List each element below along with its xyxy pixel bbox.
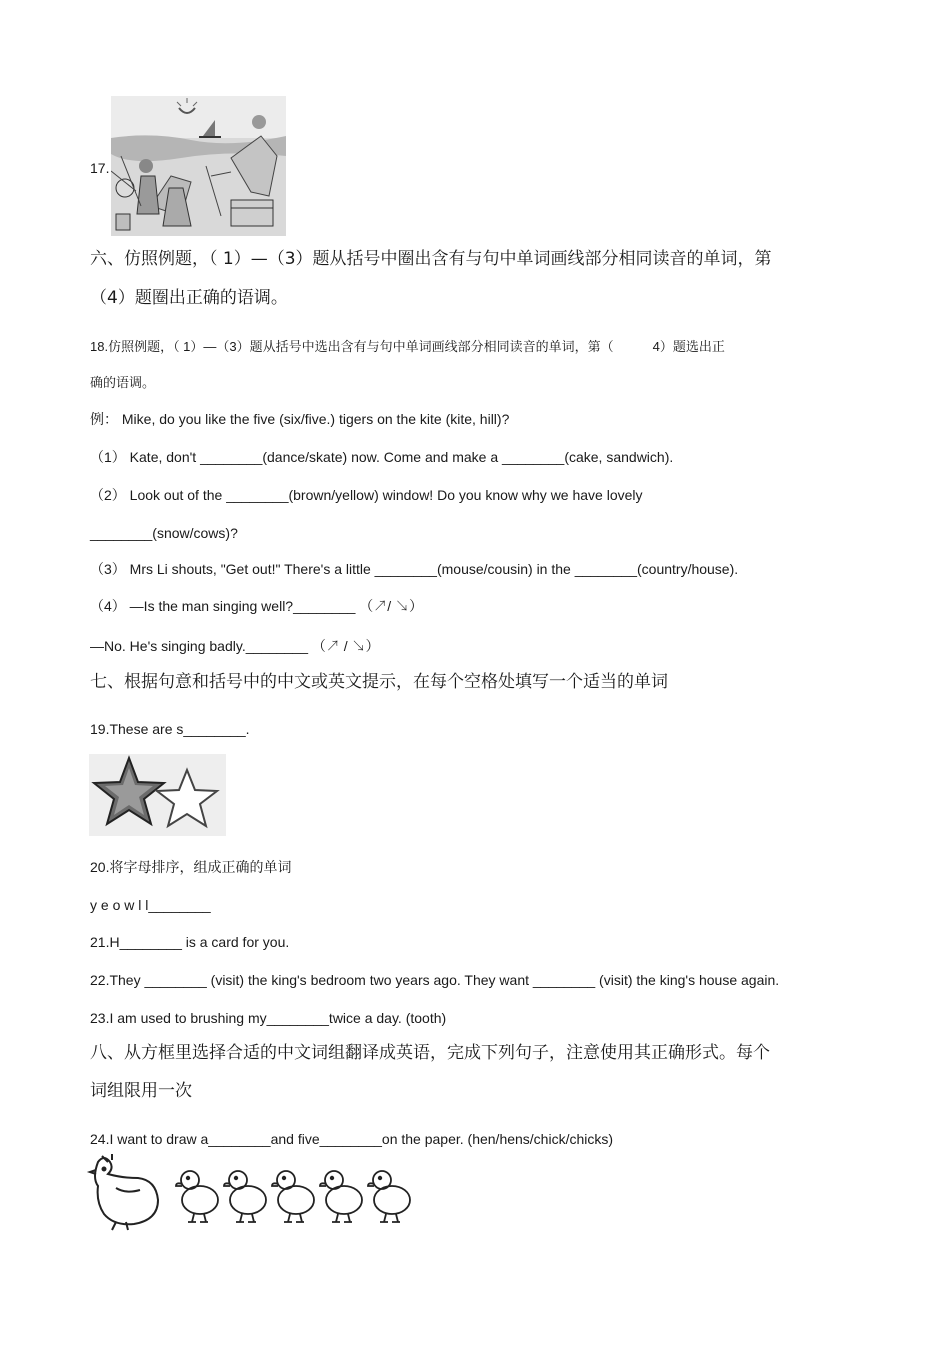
question-18-item-4-answer: —No. He's singing badly.________ （↗ / ↘） <box>90 638 380 654</box>
section-8-instruction-cont: 词组限用一次 <box>90 1081 192 1101</box>
hen-and-chicks-illustration <box>86 1152 422 1232</box>
question-17-number: 17. <box>90 160 110 176</box>
question-23: 23.I am used to brushing my________twice a day. (tooth) <box>90 1010 447 1026</box>
question-22: 22.They ________ (visit) the king's bedroom two years ago. They want ________ (visit) the king's house again. <box>90 972 780 988</box>
section-7-instruction: 七、根据句意和括号中的中文或英文提示，在每个空格处填写一个适当的单词 <box>90 672 668 692</box>
chick-drawing <box>176 1171 218 1222</box>
hen-drawing <box>90 1154 158 1230</box>
chick-drawing <box>224 1171 266 1222</box>
question-20-letters: y e o w l l________ <box>90 897 211 913</box>
question-18-item-2: （2） Look out of the ________(brown/yellow) window! Do you know why we have lovely <box>90 487 643 503</box>
beach-scene-illustration <box>111 96 286 236</box>
question-18-instruction: 18.仿照例题，（ 1）—（3）题从括号中选出含有与句中单词画线部分相同读音的单词，第（ 4）题选出正 <box>90 339 725 354</box>
question-18-item-4: （4） —Is the man singing well?________ （↗/ ↘） <box>90 598 424 614</box>
question-18-instruction-cont: 确的语调。 <box>90 375 156 390</box>
question-18-example: 例： Mike, do you like the five (six/five.) tigers on the kite (kite, hill)? <box>90 411 510 427</box>
section-6-instruction-cont: （4）题圈出正确的语调。 <box>90 288 288 308</box>
question-18-item-1: （1） Kate, don't ________(dance/skate) now. Come and make a ________(cake, sandwich). <box>90 449 674 465</box>
question-18-item-3: （3） Mrs Li shouts, "Get out!" There's a little ________(mouse/cousin) in the ________(country/house). <box>90 561 739 577</box>
chick-drawing <box>368 1171 410 1222</box>
chick-drawing <box>272 1171 314 1222</box>
section-6-instruction: 六、仿照例题，（ 1）—（3）题从括号中圈出含有与句中单词画线部分相同读音的单词，第 <box>90 249 772 269</box>
question-20: 20.将字母排序，组成正确的单词 <box>90 859 292 875</box>
section-8-instruction: 八、从方框里选择合适的中文词组翻译成英语，完成下列句子，注意使用其正确形式。每个 <box>90 1043 770 1063</box>
chick-drawing <box>320 1171 362 1222</box>
question-19: 19.These are s________. <box>90 721 250 737</box>
question-18-item-2-cont: ________(snow/cows)? <box>90 525 238 541</box>
question-21: 21.H________ is a card for you. <box>90 934 290 950</box>
stars-illustration <box>89 754 226 836</box>
question-24: 24.I want to draw a________and five________on the paper. (hen/hens/chick/chicks) <box>90 1131 614 1147</box>
